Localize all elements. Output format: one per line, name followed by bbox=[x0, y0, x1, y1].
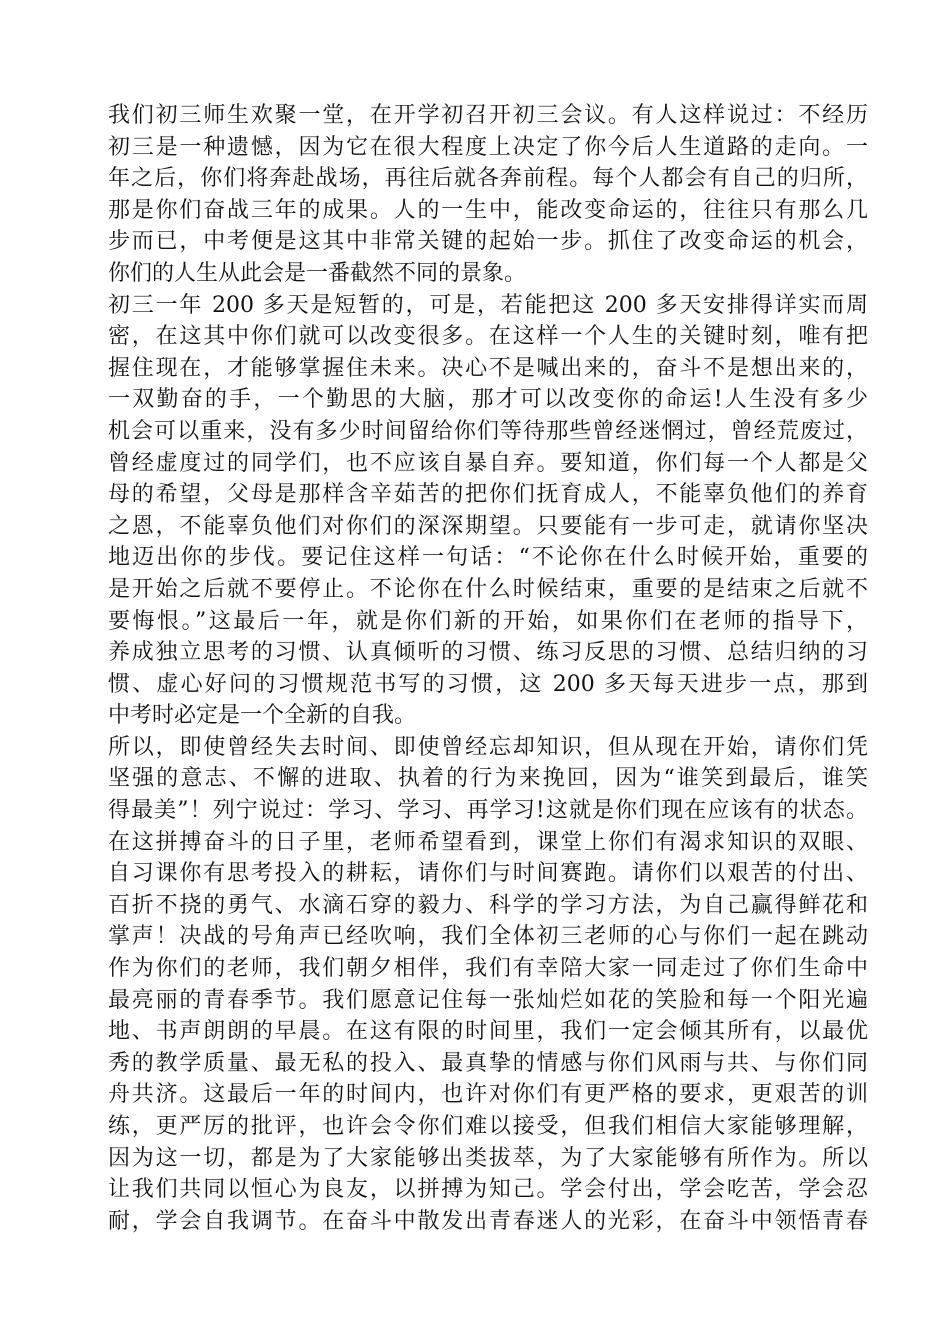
body-text bbox=[108, 100, 868, 1237]
text-line: 最亮丽的青春季节。我们愿意记住每一张灿烂如花的笑脸和每一个阳光遍 bbox=[108, 987, 868, 1013]
text-line: 要悔恨。”这最后一年，就是你们新的开始，如果你们在老师的指导下， bbox=[108, 608, 868, 634]
text-line: 初三一年 200 多天是短暂的，可是，若能把这 200 多天安排得详实而周 bbox=[108, 292, 868, 318]
text-line: 惯、虚心好问的习惯规范书写的习惯，这 200 多天每天进步一点，那到 bbox=[108, 671, 868, 697]
text-line: 那是你们奋战三年的成果。人的一生中，能改变命运的，往往只有那么几 bbox=[108, 197, 868, 223]
text-line: 作为你们的老师，我们朝夕相伴，我们有幸陪大家一同走过了你们生命中 bbox=[108, 956, 868, 982]
text-line: 我们初三师生欢聚一堂，在开学初召开初三会议。有人这样说过：不经历 bbox=[108, 103, 868, 128]
text-line: 坚强的意志、不懈的进取、执着的行为来挽回，因为“谁笑到最后，谁笑 bbox=[108, 766, 868, 792]
text-line: 机会可以重来，没有多少时间留给你们等待那些曾经迷惘过，曾经荒废过， bbox=[108, 418, 868, 444]
text-line: 耐，学会自我调节。在奋斗中散发出青春迷人的光彩，在奋斗中领悟青春 bbox=[108, 1208, 868, 1234]
text-line: 地迈出你的步伐。要记住这样一句话：“不论你在什么时候开始，重要的 bbox=[108, 545, 868, 571]
text-line: 握住现在，才能够掌握住未来。决心不是喊出来的，奋斗不是想出来的， bbox=[108, 355, 868, 381]
text-line: 中考时必定是一个全新的自我。 bbox=[108, 703, 417, 729]
text-line: 百折不挠的勇气、水滴石穿的毅力、科学的学习方法，为自己赢得鲜花和 bbox=[108, 892, 868, 918]
text-line: 一双勤奋的手，一个勤思的大脑，那才可以改变你的命运!人生没有多少 bbox=[108, 387, 868, 413]
text-line: 之恩，不能辜负他们对你们的深深期望。只要能有一步可走，就请你坚决 bbox=[108, 513, 868, 539]
text-line: 自习课你有思考投入的耕耘，请你们与时间赛跑。请你们以艰苦的付出、 bbox=[108, 861, 868, 887]
text-line: 秀的教学质量、最无私的投入、最真挚的情感与你们风雨与共、与你们同 bbox=[108, 1050, 868, 1076]
text-line: 年之后，你们将奔赴战场，再往后就各奔前程。每个人都会有自己的归所， bbox=[108, 166, 868, 192]
text-line: 让我们共同以恒心为良友，以拼搏为知己。学会付出，学会吃苦，学会忍 bbox=[108, 1177, 868, 1203]
text-line: 你们的人生从此会是一番截然不同的景象。 bbox=[108, 260, 527, 286]
text-line: 母的希望，父母是那样含辛茹苦的把你们抚育成人，不能辜负他们的养育 bbox=[108, 482, 868, 508]
text-line: 是开始之后就不要停止。不论你在什么时候结束，重要的是结束之后就不 bbox=[108, 576, 868, 602]
text-line: 得最美”！列宁说过：学习、学习、再学习!这就是你们现在应该有的状态。 bbox=[108, 798, 868, 824]
text-line: 在这拼搏奋斗的日子里，老师希望看到，课堂上你们有渴求知识的双眼、 bbox=[108, 829, 868, 855]
text-line: 所以，即使曾经失去时间、即使曾经忘却知识，但从现在开始，请你们凭 bbox=[108, 734, 868, 760]
text-line: 养成独立思考的习惯、认真倾听的习惯、练习反思的习惯、总结归纳的习 bbox=[108, 640, 868, 666]
text-line: 练，更严厉的批评，也许会令你们难以接受，但我们相信大家能够理解， bbox=[108, 1114, 868, 1139]
text-line: 地、书声朗朗的早晨。在这有限的时间里，我们一定会倾其所有，以最优 bbox=[108, 1019, 868, 1045]
text-line: 密，在这其中你们就可以改变很多。在这样一个人生的关键时刻，唯有把 bbox=[108, 324, 868, 350]
text-line: 初三是一种遗憾，因为它在很大程度上决定了你今后人生道路的走向。一 bbox=[108, 134, 868, 160]
text-line: 舟共济。这最后一年的时间内，也许对你们有更严格的要求，更艰苦的训 bbox=[108, 1082, 868, 1108]
text-line: 曾经虚度过的同学们，也不应该自暴自弃。要知道，你们每一个人都是父 bbox=[108, 450, 868, 476]
text-line: 掌声！决战的号角声已经吹响，我们全体初三老师的心与你们一起在跳动 bbox=[108, 924, 868, 950]
text-line: 步而已，中考便是这其中非常关键的起始一步。抓住了改变命运的机会， bbox=[108, 229, 868, 255]
text-line: 因为这一切，都是为了大家能够出类拔萃，为了大家能够有所作为。所以 bbox=[108, 1145, 868, 1171]
